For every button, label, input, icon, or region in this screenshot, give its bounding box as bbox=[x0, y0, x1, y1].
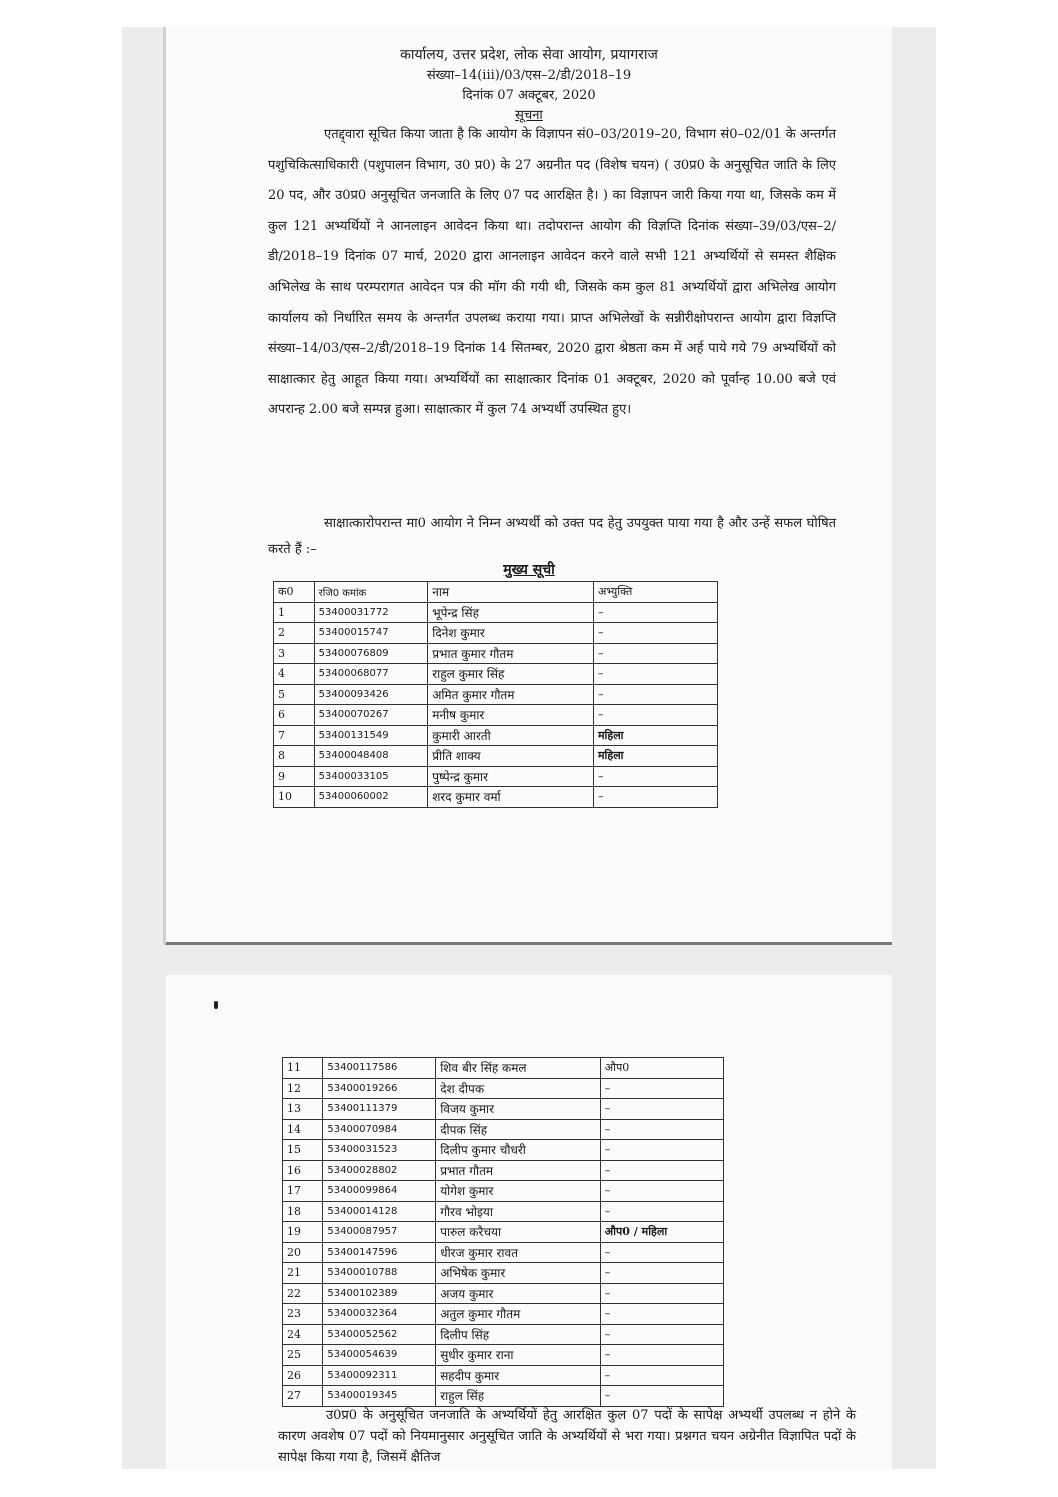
registration-cell: 53400010788 bbox=[323, 1263, 436, 1284]
name-cell: पारुल करैचया bbox=[436, 1222, 601, 1243]
name-cell: गौरव भोइया bbox=[436, 1201, 601, 1222]
serial-cell: 26 bbox=[283, 1365, 323, 1386]
registration-cell: 53400048408 bbox=[314, 746, 428, 767]
table-row bbox=[283, 1283, 724, 1304]
remarks-cell: – bbox=[593, 684, 717, 705]
table-row bbox=[274, 643, 718, 664]
registration-cell: 53400087957 bbox=[323, 1222, 436, 1243]
registration-cell: 53400019345 bbox=[323, 1386, 436, 1407]
serial-cell: 14 bbox=[283, 1119, 323, 1140]
name-cell: शरद कुमार वर्मा bbox=[428, 787, 594, 808]
remarks-cell: – bbox=[600, 1304, 723, 1325]
serial-cell: 9 bbox=[274, 766, 315, 787]
serial-cell: 6 bbox=[274, 705, 315, 726]
table-row bbox=[283, 1222, 724, 1243]
serial-cell: 20 bbox=[283, 1242, 323, 1263]
scan-speck bbox=[214, 1001, 218, 1009]
serial-cell: 10 bbox=[274, 787, 315, 808]
remarks-cell: – bbox=[600, 1365, 723, 1386]
serial-cell: 11 bbox=[283, 1058, 323, 1079]
serial-cell: 4 bbox=[274, 664, 315, 685]
table-row bbox=[283, 1201, 724, 1222]
name-cell: दिलीप सिंह bbox=[436, 1324, 601, 1345]
serial-cell: 2 bbox=[274, 623, 315, 644]
serial-cell: 12 bbox=[283, 1078, 323, 1099]
serial-cell: 8 bbox=[274, 746, 315, 767]
table-row bbox=[274, 602, 718, 623]
serial-cell: 16 bbox=[283, 1160, 323, 1181]
remarks-cell: – bbox=[593, 705, 717, 726]
name-cell: अमित कुमार गौतम bbox=[428, 684, 594, 705]
registration-cell: 53400111379 bbox=[323, 1099, 436, 1120]
registration-cell: 53400070267 bbox=[314, 705, 428, 726]
notice-date: दिनांक 07 अक्टूबर, 2020 bbox=[462, 88, 596, 103]
registration-cell: 53400014128 bbox=[323, 1201, 436, 1222]
registration-cell: 53400015747 bbox=[314, 623, 428, 644]
serial-cell: 18 bbox=[283, 1201, 323, 1222]
table-row bbox=[283, 1304, 724, 1325]
remarks-cell: – bbox=[600, 1345, 723, 1366]
table-row bbox=[283, 1386, 724, 1407]
results-table-page-1 bbox=[273, 581, 718, 808]
name-cell: प्रभात कुमार गौतम bbox=[428, 643, 594, 664]
serial-cell: 21 bbox=[283, 1263, 323, 1284]
table-row bbox=[283, 1119, 724, 1140]
name-cell: देश दीपक bbox=[436, 1078, 601, 1099]
registration-cell: 53400028802 bbox=[323, 1160, 436, 1181]
serial-cell: 3 bbox=[274, 643, 315, 664]
serial-cell: 17 bbox=[283, 1181, 323, 1202]
remarks-cell: महिला bbox=[593, 746, 717, 767]
remarks-cell: – bbox=[600, 1386, 723, 1407]
remarks-cell: – bbox=[593, 766, 717, 787]
remarks-cell: औप0 bbox=[600, 1058, 723, 1079]
document-page-2 bbox=[166, 975, 892, 1469]
reference-number: संख्या–14(iii)/03/एस–2/डी/2018–19 bbox=[426, 68, 632, 83]
remarks-cell: – bbox=[593, 602, 717, 623]
table-row bbox=[283, 1365, 724, 1386]
name-cell: राहुल सिंह bbox=[436, 1386, 601, 1407]
table-row bbox=[283, 1140, 724, 1161]
remarks-cell: – bbox=[600, 1181, 723, 1202]
remarks-cell: – bbox=[593, 664, 717, 685]
table-row bbox=[274, 684, 718, 705]
table-row bbox=[274, 746, 718, 767]
name-cell: राहुल कुमार सिंह bbox=[428, 664, 594, 685]
registration-cell: 53400092311 bbox=[323, 1365, 436, 1386]
registration-cell: 53400117586 bbox=[323, 1058, 436, 1079]
results-table-page-2 bbox=[282, 1057, 724, 1407]
remarks-cell: महिला bbox=[593, 725, 717, 746]
name-cell: दीपक सिंह bbox=[436, 1119, 601, 1140]
table-row bbox=[283, 1181, 724, 1202]
serial-cell: 13 bbox=[283, 1099, 323, 1120]
col-name: नाम bbox=[428, 582, 594, 603]
table-row bbox=[274, 705, 718, 726]
notice-paragraph-3: उ0प्र0 के अनुसूचित जनजाति के अभ्यर्थियों हेतु आरक्षित कुल 07 पदों के सापेक्ष अभ्यर्थी उपलब्ध न होने के कारण अवशेष 07 पदों को नियमानुसार अनुसूचित जाति के अभ्यर्थियों से भरा गया। प्रश्नगत चयन अग्रेनीत विज्ञापित पदों के सापेक्ष किया गया है, जिसमें क्षैतिज bbox=[278, 1408, 856, 1465]
registration-cell: 53400019266 bbox=[323, 1078, 436, 1099]
name-cell: प्रीति शाक्य bbox=[428, 746, 594, 767]
registration-cell: 53400033105 bbox=[314, 766, 428, 787]
office-heading: कार्यालय, उत्तर प्रदेश, लोक सेवा आयोग, प्रयागराज bbox=[400, 47, 658, 63]
registration-cell: 53400054639 bbox=[323, 1345, 436, 1366]
registration-cell: 53400068077 bbox=[314, 664, 428, 685]
name-cell: भूपेन्द्र सिंह bbox=[428, 602, 594, 623]
notice-paragraph-1: एतद्द्वारा सूचित किया जाता है कि आयोग के विज्ञापन सं0–03/2019–20, विभाग सं0–02/01 के अन्तर्गत पशुचिकित्साधिकारी (पशुपालन विभाग, उ0 प्र0) के 27 अग्रनीत पद (विशेष चयन) ( उ0प्र0 के अनुसूचित जाति के लिए 20 पद, और उ0प्र0 अनुसूचित जनजाति के लिए 07 पद आरक्षित है। ) का विज्ञापन जारी किया गया था, जिसके कम में कुल 121 अभ्यर्थियों ने आनलाइन आवेदन किया था। तदोपरान्त आयोग की विज्ञप्ति दिनांक संख्या–39/03/एस–2/डी/2018–19 दिनांक 07 मार्च, 2020 द्वारा आनलाइन आवेदन करने वाले सभी 121 अभ्यर्थियों से समस्त शैक्षिक अभिलेख के साथ परम्परागत आवेदन पत्र की मॉग की गयी थी, जिसके कम कुल 81 अभ्यर्थियों द्वारा अभिलेख आयोग कार्यालय को निर्धारित समय के अन्तर्गत उपलब्ध कराया गया। प्राप्त अभिलेखों के सन्नीरीक्षोपरान्त आयोग द्वारा विज्ञप्ति संख्या–14/03/एस–2/डी/2018–19 दिनांक 14 सितम्बर, 2020 द्वारा श्रेष्ठता कम में अर्ह पाये गये 79 अभ्यर्थियों को साक्षात्कार हेतु आहूत किया गया। अभ्यर्थियों का साक्षात्कार दिनांक 01 अक्टूबर, 2020 को पूर्वान्ह 10.00 बजे एवं अपरान्ह 2.00 बजे सम्पन्न हुआ। साक्षात्कार में कुल 74 अभ्यर्थी उपस्थित हुए। bbox=[268, 127, 836, 418]
registration-cell: 53400131549 bbox=[314, 725, 428, 746]
remarks-cell: – bbox=[600, 1078, 723, 1099]
name-cell: अतुल कुमार गौतम bbox=[436, 1304, 601, 1325]
name-cell: सहदीप कुमार bbox=[436, 1365, 601, 1386]
remarks-cell: – bbox=[593, 623, 717, 644]
remarks-cell: – bbox=[600, 1242, 723, 1263]
name-cell: शिव बीर सिंह कमल bbox=[436, 1058, 601, 1079]
registration-cell: 53400093426 bbox=[314, 684, 428, 705]
name-cell: सुधीर कुमार राना bbox=[436, 1345, 601, 1366]
col-registration: रजि0 कमांक bbox=[314, 582, 428, 603]
table-row bbox=[274, 664, 718, 685]
name-cell: अजय कुमार bbox=[436, 1283, 601, 1304]
name-cell: योगेश कुमार bbox=[436, 1181, 601, 1202]
table-row bbox=[283, 1078, 724, 1099]
remarks-cell: – bbox=[600, 1324, 723, 1345]
registration-cell: 53400147596 bbox=[323, 1242, 436, 1263]
remarks-cell: – bbox=[600, 1119, 723, 1140]
registration-cell: 53400032364 bbox=[323, 1304, 436, 1325]
table-row bbox=[283, 1160, 724, 1181]
name-cell: धीरज कुमार रावत bbox=[436, 1242, 601, 1263]
name-cell: विजय कुमार bbox=[436, 1099, 601, 1120]
document-page-1 bbox=[166, 27, 892, 945]
col-remarks: अभ्युक्ति bbox=[593, 582, 717, 603]
table-header-row bbox=[274, 582, 718, 603]
name-cell: पुष्पेन्द्र कुमार bbox=[428, 766, 594, 787]
remarks-cell: – bbox=[600, 1099, 723, 1120]
serial-cell: 15 bbox=[283, 1140, 323, 1161]
serial-cell: 27 bbox=[283, 1386, 323, 1407]
remarks-cell: – bbox=[593, 643, 717, 664]
remarks-cell: औप0 / महिला bbox=[600, 1222, 723, 1243]
registration-cell: 53400076809 bbox=[314, 643, 428, 664]
remarks-cell: – bbox=[600, 1160, 723, 1181]
serial-cell: 24 bbox=[283, 1324, 323, 1345]
remarks-cell: – bbox=[593, 787, 717, 808]
serial-cell: 22 bbox=[283, 1283, 323, 1304]
remarks-cell: – bbox=[600, 1140, 723, 1161]
serial-cell: 25 bbox=[283, 1345, 323, 1366]
table-row bbox=[283, 1324, 724, 1345]
table-row bbox=[274, 766, 718, 787]
name-cell: दिलीप कुमार चौधरी bbox=[436, 1140, 601, 1161]
table-row bbox=[283, 1058, 724, 1079]
name-cell: अभिषेक कुमार bbox=[436, 1263, 601, 1284]
main-list-title: मुख्य सूची bbox=[503, 562, 555, 578]
notice-title: सूचना bbox=[515, 108, 543, 123]
registration-cell: 53400052562 bbox=[323, 1324, 436, 1345]
serial-cell: 23 bbox=[283, 1304, 323, 1325]
registration-cell: 53400102389 bbox=[323, 1283, 436, 1304]
table-row bbox=[283, 1263, 724, 1284]
name-cell: प्रभात गौतम bbox=[436, 1160, 601, 1181]
col-serial: क0 bbox=[274, 582, 315, 603]
table-row bbox=[283, 1242, 724, 1263]
registration-cell: 53400070984 bbox=[323, 1119, 436, 1140]
name-cell: कुमारी आरती bbox=[428, 725, 594, 746]
name-cell: मनीष कुमार bbox=[428, 705, 594, 726]
name-cell: दिनेश कुमार bbox=[428, 623, 594, 644]
serial-cell: 7 bbox=[274, 725, 315, 746]
table-row bbox=[274, 623, 718, 644]
serial-cell: 5 bbox=[274, 684, 315, 705]
table-row bbox=[274, 787, 718, 808]
registration-cell: 53400099864 bbox=[323, 1181, 436, 1202]
notice-paragraph-2: साक्षात्कारोपरान्त मा0 आयोग ने निम्न अभ्यर्थी को उक्त पद हेतु उपयुक्त पाया गया है और उन्हें सफल घोषित करते हैं :– bbox=[268, 516, 836, 557]
table-row bbox=[283, 1099, 724, 1120]
serial-cell: 1 bbox=[274, 602, 315, 623]
remarks-cell: – bbox=[600, 1283, 723, 1304]
registration-cell: 53400031523 bbox=[323, 1140, 436, 1161]
table-row bbox=[283, 1345, 724, 1366]
registration-cell: 53400031772 bbox=[314, 602, 428, 623]
serial-cell: 19 bbox=[283, 1222, 323, 1243]
registration-cell: 53400060002 bbox=[314, 787, 428, 808]
remarks-cell: – bbox=[600, 1201, 723, 1222]
table-row bbox=[274, 725, 718, 746]
remarks-cell: – bbox=[600, 1263, 723, 1284]
